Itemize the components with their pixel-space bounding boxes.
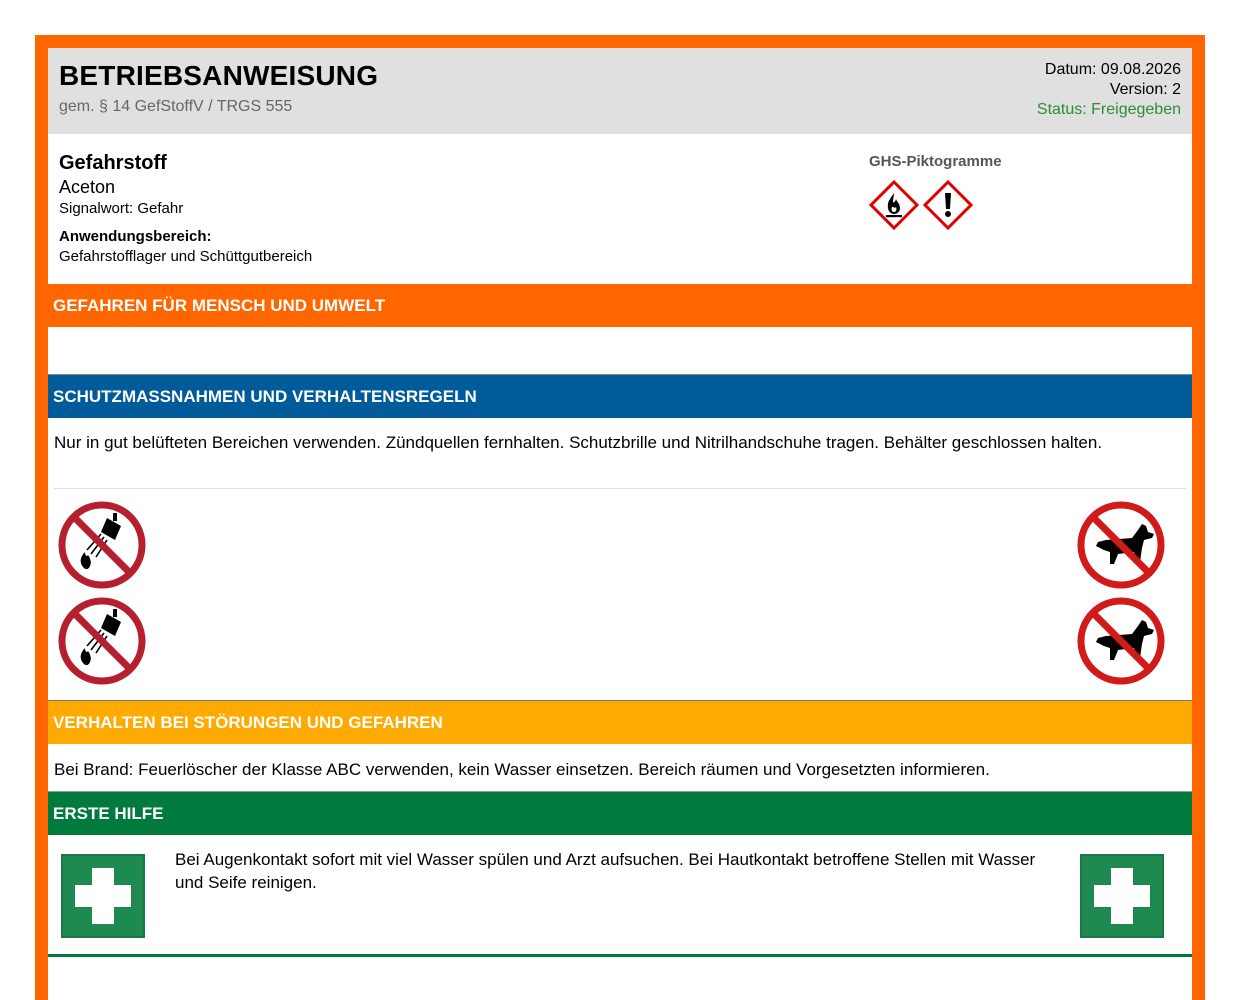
no-dogs-icon: [1076, 596, 1166, 686]
hazards-section-content: [48, 327, 1192, 375]
document-meta: [1037, 60, 1181, 120]
application-area: Gefahrstofflager und Schüttgutbereich: [59, 248, 313, 265]
application-area-label: Anwendungsbereich:: [59, 228, 212, 245]
first-aid-icon: [61, 854, 145, 938]
document-version: Version: 2: [1109, 81, 1181, 98]
first-aid-text: Bei Augenkontakt sofort mit viel Wasser spülen und Arzt aufsuchen. Bei Hautkontakt betroffene Stellen mit Wasser und Seife reinigen.: [175, 850, 1036, 892]
malfunction-section-header: VERHALTEN BEI STÖRUNGEN UND GEFAHREN: [48, 701, 1192, 744]
no-dogs-icon: [1076, 500, 1166, 590]
protection-section-header: SCHUTZMASSNAHMEN UND VERHALTENSREGELN: [48, 375, 1192, 418]
no-water-extinguishing-icon: [57, 500, 147, 590]
ghs-pictograms: [869, 180, 973, 230]
hazards-section-header: GEFAHREN FÜR MENSCH UND UMWELT: [48, 284, 1192, 327]
operating-instruction-sheet: [48, 48, 1192, 1000]
exclamation-pictogram-icon: [923, 180, 973, 230]
signal-word: Signalwort: Gefahr: [59, 200, 184, 217]
ghs-label: GHS-Piktogramme: [869, 153, 1002, 170]
document-title: BETRIEBSANWEISUNG: [59, 60, 379, 91]
document-header: [48, 48, 1192, 134]
first-aid-bottom-rule: [48, 954, 1192, 957]
document-date: Datum: 09.08.2026: [1044, 61, 1181, 78]
first-aid-icon: [1080, 854, 1164, 938]
no-water-extinguishing-icon: [57, 596, 147, 686]
document-subtitle: gem. § 14 GefStoffV / TRGS 555: [59, 98, 293, 115]
flame-pictogram-icon: [869, 180, 919, 230]
substance-heading: Gefahrstoff: [59, 152, 167, 174]
status-badge: Status: Freigegeben: [1036, 101, 1181, 118]
first-aid-section-header: ERSTE HILFE: [48, 792, 1192, 835]
document-frame: [35, 35, 1205, 1000]
substance-block: [48, 134, 1192, 284]
protection-divider: [54, 488, 1186, 489]
protection-text: Nur in gut belüfteten Bereichen verwenden. Zündquellen fernhalten. Schutzbrille und Nitrilhandschuhe tragen. Behälter geschlossen halten.: [54, 433, 1103, 452]
substance-name: Aceton: [59, 177, 116, 197]
malfunction-text: Bei Brand: Feuerlöscher der Klasse ABC verwenden, kein Wasser einsetzen. Bereich räumen und Vorgesetzten informieren.: [54, 760, 990, 779]
